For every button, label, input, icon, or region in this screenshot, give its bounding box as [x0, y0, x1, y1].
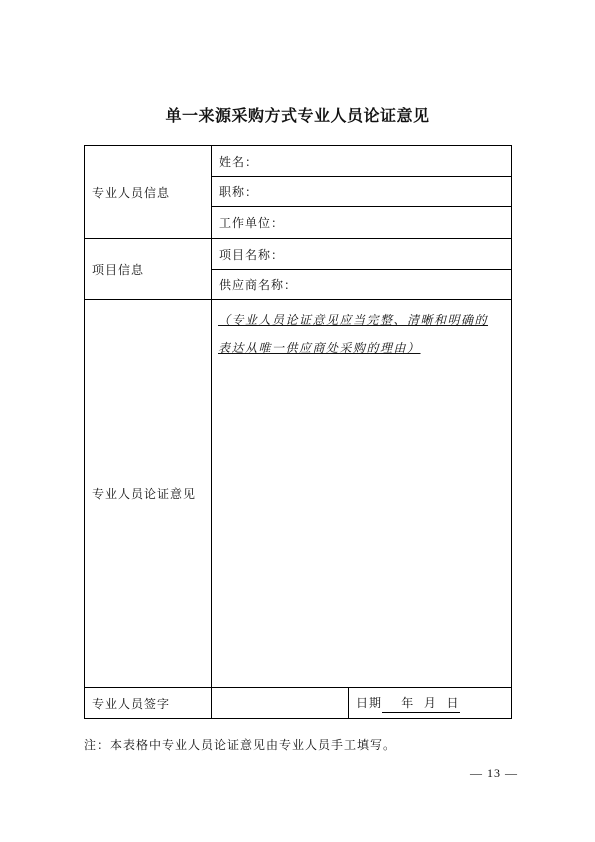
- date-value: 年 月 日: [382, 694, 460, 713]
- project-info-label: 项目信息: [85, 239, 212, 300]
- supplier-name-field[interactable]: 供应商名称：: [212, 270, 512, 300]
- opinion-hint-line-1: （专业人员论证意见应当完整、清晰和明确的: [218, 313, 489, 327]
- signature-field[interactable]: [212, 688, 349, 719]
- title-field[interactable]: 职称：: [212, 177, 512, 207]
- page-number: — 13 —: [470, 766, 518, 780]
- date-cell[interactable]: [349, 688, 512, 719]
- argument-form-table: [84, 145, 512, 719]
- date-label: 日期: [356, 695, 383, 710]
- opinion-label: 专业人员论证意见: [85, 300, 212, 688]
- work-unit-field[interactable]: 工作单位：: [212, 207, 512, 239]
- document-title: 单一来源采购方式专业人员论证意见: [165, 106, 430, 125]
- footnote: 注：本表格中专业人员论证意见由专业人员手工填写。: [84, 738, 397, 752]
- opinion-hint-line-2: 表达从唯一供应商处采购的理由）: [218, 341, 421, 355]
- signature-label: 专业人员签字: [85, 688, 212, 719]
- name-field[interactable]: 姓名：: [212, 146, 512, 177]
- expert-info-label: 专业人员信息: [85, 146, 212, 239]
- opinion-field[interactable]: [212, 300, 512, 688]
- project-name-field[interactable]: 项目名称：: [212, 239, 512, 270]
